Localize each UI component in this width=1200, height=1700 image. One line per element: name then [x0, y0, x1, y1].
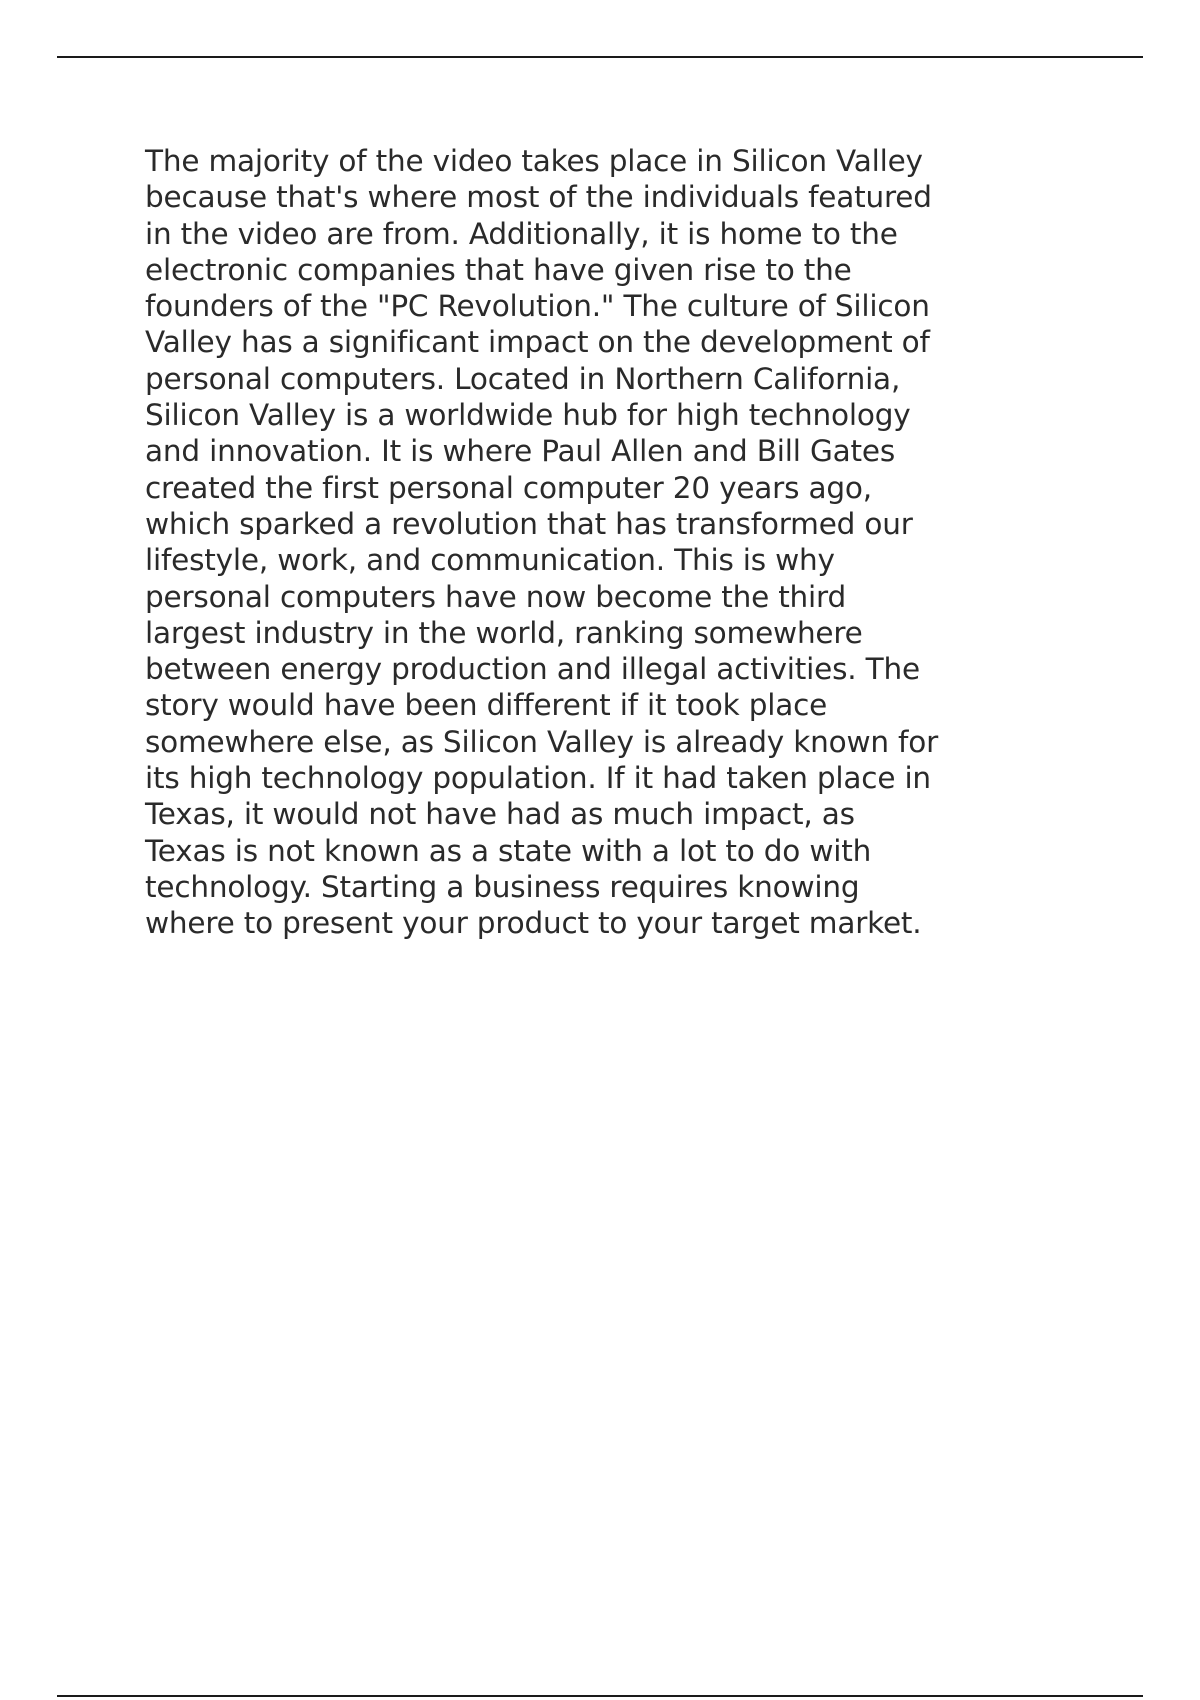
paragraph-line: personal computers. Located in Northern California, [145, 361, 901, 396]
paragraph-line: technology. Starting a business requires knowing [145, 869, 860, 904]
paragraph-line: founders of the "PC Revolution." The culture of Silicon [145, 289, 930, 324]
paragraph-line: and innovation. It is where Paul Allen and Bill Gates [145, 434, 895, 469]
top-divider [57, 56, 1143, 58]
paragraph-line: in the video are from. Additionally, it is home to the [145, 216, 898, 251]
paragraph-line: largest industry in the world, ranking somewhere [145, 615, 863, 650]
paragraph-line: story would have been different if it took place [145, 688, 828, 723]
paragraph-line: Silicon Valley is a worldwide hub for high technology [145, 398, 911, 433]
paragraph-line: where to present your product to your target market. [145, 906, 922, 941]
bottom-divider [57, 1695, 1143, 1697]
paragraph-line: created the first personal computer 20 years ago, [145, 470, 872, 505]
paragraph-line: its high technology population. If it had taken place in [145, 761, 931, 796]
paragraph-line: electronic companies that have given rise to the [145, 252, 852, 287]
paragraph-line: which sparked a revolution that has transformed our [145, 506, 913, 541]
paragraph-line: Texas, it would not have had as much impact, as [145, 797, 855, 832]
paragraph-line: Valley has a significant impact on the development of [145, 325, 930, 360]
paragraph-line: somewhere else, as Silicon Valley is already known for [145, 724, 939, 759]
document-paragraph [145, 143, 1145, 942]
paragraph-line: lifestyle, work, and communication. This is why [145, 543, 835, 578]
paragraph-line: because that's where most of the individuals featured [145, 180, 932, 215]
paragraph-line: Texas is not known as a state with a lot to do with [145, 833, 872, 868]
paragraph-line: between energy production and illegal activities. The [145, 652, 920, 687]
paragraph-line: personal computers have now become the third [145, 579, 846, 614]
paragraph-line: The majority of the video takes place in Silicon Valley [145, 144, 923, 178]
